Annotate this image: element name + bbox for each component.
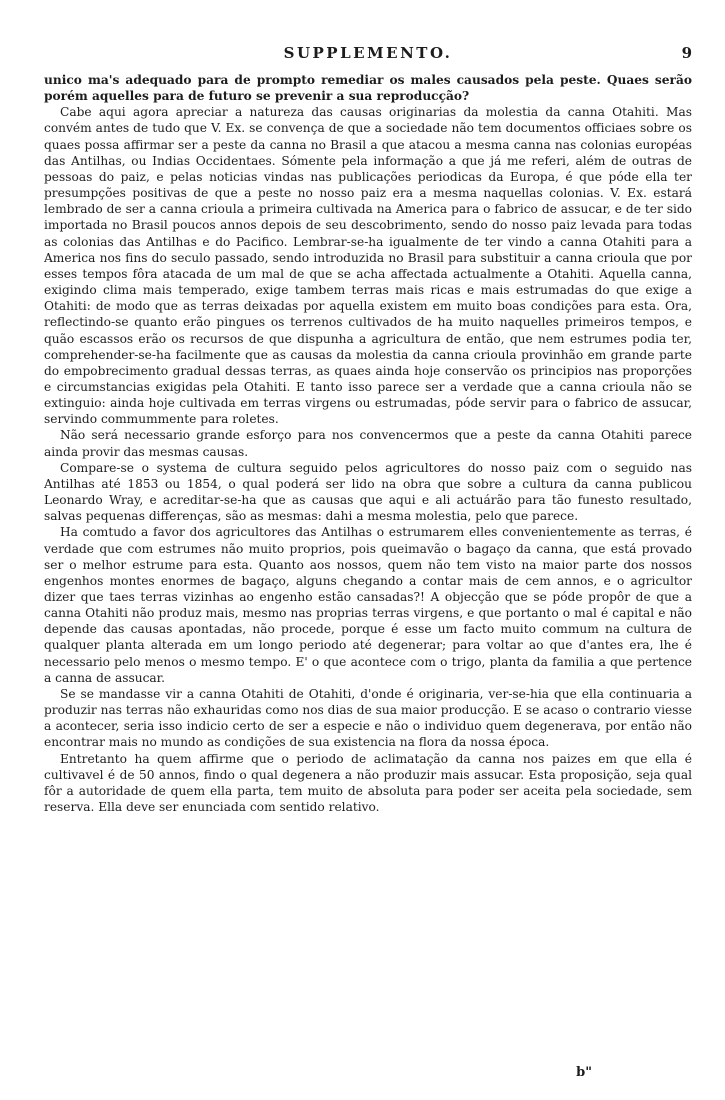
page-header bbox=[44, 44, 692, 68]
document-page bbox=[44, 44, 692, 1080]
paragraph-2: Cabe aqui agora apreciar a natureza das causas originarias da molestia da canna Otahiti. Mas convém antes de tudo que V. Ex. se convença de que a sociedade não tem documentos officiaes sobre os quaes possa affirmar ser a peste da canna no Brasil a que atacou a mesma canna nas colonias européas das Antilhas, ou Indias Occidentaes. Sómente pela informação a que já me referi, além de outras de pessoas do paiz, e pelas noticias vindas nas publicações periodicas da Europa, é que póde ella ter presumpções positivas de que a peste no nosso paiz era a mesma naquellas colonias. V. Ex. estará lembrado de ser a canna crioula a primeira cultivada na America para o fabrico de assucar, e de ter sido importada no Brasil poucos annos depois de seu descobrimento, sendo do nosso paiz levada para todas as colonias das Antilhas e do Pacifico. Lembrar-se-ha igualmente de ter vindo a canna Otahiti para a America nos fins do seculo passado, sendo introduzida no Brasil para substituir a canna crioula que por esses tempos fôra atacada de um mal de que se acha affectada actualmente a Otahiti. Aquella canna, exigindo clima mais temperado, exige tambem terras mais ricas e mais estrumadas do que exige a Otahiti: de modo que as terras deixadas por aquella existem em muito boas condições para esta. Ora, reflectindo-se quanto erão pingues os terrenos cultivados de ha muito naquelles primeiros tempos, e quão escassos erão os recursos de que dispunha a agricultura de então, que nem estrumes podia ter, comprehender-se-ha facilmente que as causas da molestia da canna crioula provinhão em grande parte do empobrecimento gradual dessas terras, as quaes ainda hoje conservão os principios nas proporções e circumstancias exigidas pela Otahiti. E tanto isso parece ser a verdade que a canna crioula não se extinguio: ainda hoje cultivada em terras virgens ou estrumadas, póde servir para o fabrico de assucar, servindo commummente para roletes. bbox=[44, 105, 692, 427]
paragraph-3: Não será necessario grande esforço para nos convencermos que a peste da canna Otahiti parece ainda provir das mesmas causas. bbox=[44, 428, 692, 459]
paragraph-4: Compare-se o systema de cultura seguido pelos agricultores do nosso paiz com o seguido nas Antilhas até 1853 ou 1854, o qual poderá ser lido na obra que sobre a cultura da canna publicou Leonardo Wray, e acreditar-se-ha que as causas que aqui e ali actuárão para tão funesto resultado, salvas pequenas differenças, são as mesmas: dahi a mesma molestia, pelo que parece. bbox=[44, 460, 692, 524]
running-title: SUPPLEMENTO. bbox=[283, 44, 453, 62]
paragraph-6: Se se mandasse vir a canna Otahiti de Otahiti, d'onde é originaria, ver-se-hia que ella continuaria a produzir nas terras não exhauridas como nos dias de sua maior producção. E se acaso o contrario viesse a acontecer, seria isso indicio certo de ser a especie e não o individuo quem degenerava, por então não encontrar mais no mundo as condições de sua existencia na flora da nossa época. bbox=[44, 686, 692, 750]
paragraph-1: unico ma's adequado para de prompto remediar os males causados pela peste. Quaes serão porém aquelles para de futuro se prevenir a sua reproducção? bbox=[44, 73, 692, 104]
paragraph-5: Ha comtudo a favor dos agricultores das Antilhas o estrumarem elles convenientemente as terras, é verdade que com estrumes não muito proprios, pois queimavão o bagaço da canna, que está provado ser o melhor estrume para esta. Quanto aos nossos, quem não tem visto na maior parte dos nossos engenhos montes enormes de bagaço, alguns chegando a contar mais de cem annos, e o agricultor dizer que taes terras vizinhas ao engenho estão cansadas?! A objecção que se póde propôr de que a canna Otahiti não produz mais, mesmo nas proprias terras virgens, e que portanto o mal é capital e não depende das causas apontadas, não procede, porque é esse um facto muito commum na cultura de qualquer planta alterada em um longo periodo até degenerar; para voltar ao que d'antes era, lhe é necessario pelo menos o mesmo tempo. E' o que acontece com o trigo, planta da familia a que pertence a canna de assucar. bbox=[44, 525, 692, 685]
paragraph-7: Entretanto ha quem affirme que o periodo de aclimatação da canna nos paizes em que ella é cultivavel é de 50 annos, findo o qual degenera a não produzir mais assucar. Esta proposição, seja qual fôr a autoridade de quem ella parta, tem muito de absoluta para poder ser aceita pela sociedade, sem reserva. Ella deve ser enunciada com sentido relativo. bbox=[44, 751, 692, 815]
page-number: 9 bbox=[681, 44, 692, 62]
body-text bbox=[44, 72, 692, 815]
printer-signature-mark: b" bbox=[576, 1065, 592, 1080]
